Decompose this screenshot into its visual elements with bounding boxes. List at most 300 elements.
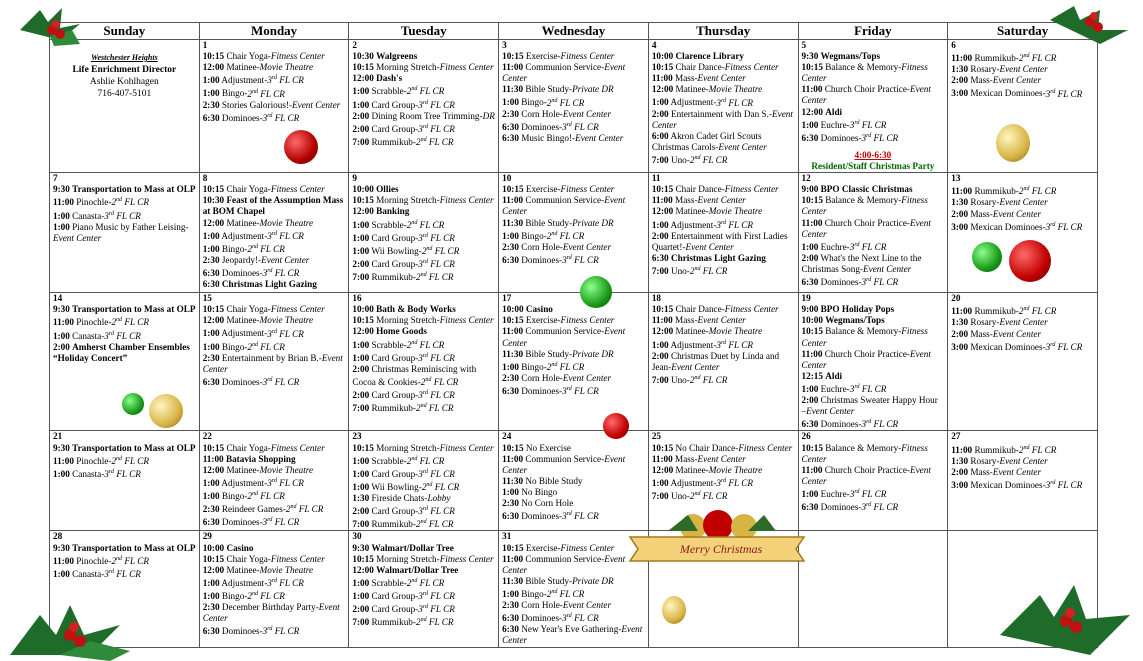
event-name: Card Group- <box>371 390 419 401</box>
event-item <box>352 554 495 565</box>
event-location: 3rd FL CR <box>1045 479 1083 490</box>
event-name: Mexican Dominoes- <box>970 221 1046 232</box>
event-name: Matinee- <box>675 84 709 95</box>
event-item <box>652 476 795 489</box>
holly-top-right-icon <box>1040 0 1140 50</box>
day-cell <box>648 173 798 293</box>
event-location: 2nd FL CR <box>421 481 460 492</box>
event-time: 2:30 <box>502 600 519 611</box>
event-time: 1:00 <box>352 86 370 97</box>
event-name: Bingo- <box>521 97 547 108</box>
day-cell <box>50 431 200 531</box>
event-time: 11:30 <box>502 84 524 95</box>
event-item <box>652 95 795 108</box>
event-time: 1:00 <box>352 577 370 588</box>
event-location: 3rd FL CR <box>262 626 300 637</box>
event-location: 3rd FL CR <box>262 517 300 528</box>
green-ornament-icon <box>122 393 144 415</box>
event-name: Adjustment- <box>670 339 717 350</box>
day-number: 21 <box>53 431 63 442</box>
event-item <box>203 326 346 339</box>
event-name: Dominoes- <box>521 511 563 522</box>
event-location: Event Center <box>992 466 1042 477</box>
event-name: Adjustment- <box>221 75 268 86</box>
event-location: 2nd FL CR <box>415 136 454 147</box>
day-number: 18 <box>651 293 661 304</box>
event-time: 2:30 <box>202 99 220 110</box>
event-location: Movie Theatre <box>708 206 763 217</box>
event-name: Dominoes- <box>820 502 862 513</box>
event-name: No Bible Study <box>525 475 583 486</box>
event-location: Event Center <box>697 195 746 206</box>
event-item <box>352 480 495 493</box>
event-name: Mass- <box>675 73 698 84</box>
event-name: Mexican Dominoes- <box>970 341 1046 352</box>
event-name: Chair Dance- <box>675 62 725 73</box>
day-number: 31 <box>502 531 512 542</box>
event-location: 3rd FL CR <box>267 75 304 86</box>
event-item <box>802 84 945 106</box>
event-name: Dominoes- <box>521 121 563 132</box>
event-name: Jeopardy!- <box>221 254 262 265</box>
event-item <box>352 517 495 530</box>
day-cell <box>50 40 200 173</box>
event-name: Home Goods <box>376 326 427 337</box>
event-name: Rummikub- <box>974 186 1019 197</box>
event-item <box>352 576 495 589</box>
event-name: Pinochle- <box>76 555 112 566</box>
event-location: 2nd FL CR <box>247 341 285 352</box>
event-item <box>502 509 645 522</box>
event-name: Matinee- <box>226 464 260 475</box>
event-location: 3rd FL CR <box>716 219 753 230</box>
event-name: Bingo- <box>221 341 248 352</box>
event-time: 2:00 <box>651 230 669 241</box>
green-ornament-icon <box>972 242 1002 272</box>
event-location: 2nd FL CR <box>546 588 585 599</box>
event-time: 12:00 <box>801 106 823 117</box>
event-item <box>203 443 346 454</box>
day-cell <box>199 293 349 431</box>
event-location: 3rd FL CR <box>104 468 141 479</box>
event-location: 3rd FL CR <box>849 488 887 499</box>
event-time: 1:00 <box>352 468 370 479</box>
event-time: 3:00 <box>951 479 969 490</box>
day-cell <box>648 40 798 173</box>
event-time: 11:00 <box>801 84 823 95</box>
event-name: Dominoes- <box>221 377 263 387</box>
event-time: 2:00 <box>951 328 969 339</box>
event-location: Movie Theatre <box>708 84 763 95</box>
event-name: Rummikub- <box>371 272 416 283</box>
event-time: 6:30 <box>801 132 819 143</box>
event-location: 2nd FL CR <box>247 88 285 99</box>
event-name: BPO Holiday Pops <box>820 304 895 315</box>
event-item <box>203 502 346 515</box>
event-name: Pinochle- <box>76 317 112 328</box>
event-item <box>352 543 495 554</box>
event-location: Event Center <box>292 99 341 110</box>
event-item <box>352 244 495 257</box>
event-time: 11:00 <box>651 195 673 206</box>
event-location: 2nd FL CR <box>406 219 445 230</box>
event-name: Scrabble- <box>371 86 407 97</box>
event-name: Uno- <box>670 374 690 385</box>
event-location: Fitness Center <box>801 195 928 217</box>
event-location: Fitness Center <box>724 184 779 195</box>
event-item <box>652 195 795 206</box>
event-time: 1:00 <box>53 330 70 341</box>
day-number: 26 <box>801 431 811 442</box>
event-item <box>203 375 346 388</box>
event-time: 2:00 <box>352 123 370 134</box>
event-location: Fitness Center <box>270 184 325 195</box>
event-item <box>652 338 795 351</box>
event-time: 11:00 <box>801 348 823 359</box>
event-name: Walgreens <box>376 51 418 62</box>
event-location: 3rd FL CR <box>562 254 599 265</box>
event-location: Event Center <box>502 195 626 217</box>
day-cell <box>798 173 948 293</box>
event-item <box>802 118 945 131</box>
event-item <box>652 131 795 153</box>
event-name: Ollies <box>376 184 399 195</box>
event-time: 11:00 <box>651 73 673 84</box>
day-number: 14 <box>53 293 63 304</box>
event-location: Movie Theatre <box>259 62 314 73</box>
event-time: 1:00 <box>53 468 70 479</box>
event-time: 10:15 <box>502 442 524 453</box>
event-location: Event Center <box>502 326 626 348</box>
event-item <box>203 602 346 624</box>
event-time: 1:00 <box>202 328 220 339</box>
event-name: Exercise- <box>525 542 561 553</box>
event-name: Adjustment- <box>670 219 717 230</box>
event-name: Pinochle- <box>76 197 112 208</box>
day-number: 4 <box>651 40 657 50</box>
event-name: Clarence Library <box>675 51 745 62</box>
event-item <box>352 401 495 414</box>
event-time: 2:30 <box>502 372 519 383</box>
event-item <box>802 371 945 382</box>
event-location: 2nd FL CR <box>546 361 585 372</box>
event-name: Adjustment- <box>670 477 717 488</box>
event-item <box>352 62 495 73</box>
event-time: 6:30 <box>502 386 519 397</box>
event-location: 2nd FL CR <box>415 403 454 414</box>
day-cell <box>199 173 349 293</box>
event-name: Pinochle- <box>76 455 112 466</box>
event-location: Event Center <box>801 348 931 370</box>
day-number: 7 <box>53 173 58 184</box>
event-location: 2nd FL CR <box>1018 444 1057 455</box>
event-name: Adjustment- <box>221 477 268 488</box>
event-location: Event Center <box>202 352 343 374</box>
event-name: Mexican Dominoes- <box>970 479 1046 490</box>
event-item <box>352 111 495 122</box>
event-time: 1:30 <box>951 197 969 208</box>
event-location: 3rd FL CR <box>267 477 304 488</box>
event-item <box>203 100 346 111</box>
event-time: 10:15 <box>651 62 674 73</box>
event-item <box>802 131 945 144</box>
event-item <box>502 587 645 600</box>
event-name: Rosary- <box>970 317 1000 328</box>
event-name: New Year's Eve Gathering- <box>521 624 622 635</box>
event-location: 3rd FL CR <box>262 268 300 279</box>
event-time: 11:00 <box>801 464 823 475</box>
event-location: Private DR <box>572 217 614 228</box>
event-item <box>352 388 495 401</box>
day-number: 28 <box>53 531 63 542</box>
event-name: Mass- <box>675 315 698 326</box>
event-name: Church Choir Practice- <box>824 84 910 95</box>
day-number: 27 <box>951 431 961 442</box>
event-time: 6:30 <box>202 626 220 637</box>
event-location: Event Center <box>718 141 767 152</box>
event-name: Rummikub- <box>371 519 416 530</box>
event-item <box>802 326 945 348</box>
event-time: 10:15 <box>202 304 225 315</box>
event-time: 12:00 <box>202 464 225 475</box>
day-number: 22 <box>202 431 212 442</box>
day-cell <box>349 293 499 431</box>
event-location: 3rd FL CR <box>716 477 753 488</box>
event-location: 3rd FL CR <box>267 230 304 241</box>
event-name: Aldi <box>825 106 843 117</box>
event-location: 3rd FL CR <box>562 385 599 397</box>
event-location: 3rd FL CR <box>418 506 455 517</box>
event-location: 3rd FL CR <box>716 97 753 108</box>
event-item <box>352 218 495 231</box>
event-location: 3rd FL CR <box>418 390 455 401</box>
event-name: Exercise- <box>525 184 561 195</box>
day-cell <box>199 40 349 173</box>
event-item <box>502 443 645 454</box>
event-time: 6:30 <box>651 252 669 263</box>
day-cell <box>499 531 649 647</box>
event-location: Event Center <box>801 217 931 239</box>
event-name: Mass- <box>970 328 993 339</box>
event-item <box>652 351 795 373</box>
event-time: 2:00 <box>651 108 669 119</box>
day-cell <box>349 173 499 293</box>
event-time: 1:00 <box>801 488 819 499</box>
event-time: 11:00 <box>951 306 973 317</box>
event-item <box>203 111 346 124</box>
event-time: 10:15 <box>352 62 374 73</box>
event-location: 3rd FL CR <box>861 277 899 288</box>
event-item <box>502 51 645 62</box>
event-name: Adjustment- <box>670 97 717 108</box>
day-cell <box>199 431 349 531</box>
event-item <box>502 120 645 133</box>
event-name: Aldi <box>825 370 843 381</box>
event-name: Chair Yoga- <box>226 51 271 62</box>
event-item <box>352 338 495 351</box>
weekday-wednesday: Wednesday <box>499 23 649 40</box>
event-time: 1:00 <box>202 591 220 602</box>
event-location: Event Center <box>671 361 720 372</box>
event-time: 1:00 <box>801 383 819 394</box>
event-name: Morning Stretch- <box>376 62 440 73</box>
event-name: Dining Room Tree Trimming- <box>371 110 483 121</box>
event-time: 11:30 <box>502 217 524 228</box>
event-item <box>951 317 1094 328</box>
event-name: Matinee- <box>226 315 260 326</box>
event-item <box>53 567 196 580</box>
event-location: 3rd FL CR <box>562 511 599 522</box>
event-location: Event Center <box>801 464 931 486</box>
event-location: Fitness Center <box>439 442 494 453</box>
day-cell <box>499 40 649 173</box>
party-name: Resident/Staff Christmas Party <box>811 161 935 172</box>
event-item <box>352 98 495 111</box>
event-item <box>652 231 795 253</box>
event-location: 3rd FL CR <box>267 577 304 588</box>
event-time: 11:00 <box>53 455 74 466</box>
christmas-party <box>802 150 945 172</box>
event-item <box>652 62 795 73</box>
event-location: 3rd FL CR <box>861 419 899 430</box>
event-name: Mass- <box>675 453 698 464</box>
event-time: 2:00 <box>951 208 969 219</box>
event-time: 6:30 <box>801 277 819 288</box>
event-location: Fitness Center <box>439 315 494 326</box>
event-time: 2:30 <box>202 504 220 515</box>
event-time: 2:00 <box>352 110 370 121</box>
event-location: Event Center <box>992 328 1042 339</box>
event-item <box>502 624 645 646</box>
day-number: 2 <box>352 40 357 50</box>
event-name: Mass- <box>970 75 993 86</box>
event-item <box>951 478 1094 491</box>
week-row <box>50 173 1098 293</box>
event-time: 1:00 <box>651 339 669 350</box>
event-time: 9:30 <box>352 542 370 553</box>
event-location: 3rd FL CR <box>418 123 455 134</box>
day-number: 15 <box>202 293 212 304</box>
event-item <box>53 222 196 244</box>
event-time: 1:00 <box>53 221 70 232</box>
event-location: Fitness Center <box>724 62 779 73</box>
event-time: 6:30 <box>202 112 220 123</box>
event-item <box>502 384 645 397</box>
event-name: Dominoes- <box>521 613 563 624</box>
event-location: Event Center <box>575 132 624 143</box>
event-time: 9:30 <box>53 442 70 453</box>
event-location: 2nd FL CR <box>406 577 445 588</box>
day-cell <box>948 431 1098 531</box>
event-location: Event Center <box>502 553 626 575</box>
event-item <box>352 565 495 576</box>
event-name: Uno- <box>670 155 690 166</box>
event-name: Dash's <box>376 73 403 84</box>
event-location: Event Center <box>992 208 1042 219</box>
event-name: Rummikub- <box>371 403 416 414</box>
event-time: 1:00 <box>352 352 370 363</box>
event-time: 6:30 <box>801 502 819 513</box>
event-time: 1:00 <box>202 88 220 99</box>
event-item <box>652 109 795 131</box>
event-name: Corn Hole- <box>521 241 563 252</box>
event-item <box>352 493 495 504</box>
event-item <box>352 304 495 315</box>
day-cell <box>798 40 948 173</box>
event-name: Balance & Memory- <box>825 326 902 337</box>
event-item <box>203 86 346 99</box>
day-number: 12 <box>801 173 811 184</box>
event-name: Dominoes- <box>820 132 862 143</box>
event-name: Communion Service- <box>525 195 605 206</box>
event-item <box>352 615 495 628</box>
event-item <box>951 209 1094 220</box>
event-item <box>203 515 346 528</box>
event-time: 10:15 <box>801 62 823 73</box>
event-location: 2nd FL CR <box>415 617 454 628</box>
event-name: Card Group- <box>371 232 419 243</box>
event-name: Bingo- <box>521 589 547 599</box>
event-location: 3rd FL CR <box>562 613 599 624</box>
event-item <box>652 73 795 84</box>
event-time: 1:00 <box>53 210 70 221</box>
event-name: Bingo- <box>221 88 248 99</box>
event-name: Canasta- <box>72 210 105 221</box>
event-name: Wii Bowling- <box>371 245 422 256</box>
director-name: Ashlie Kohlhagen <box>89 77 159 87</box>
event-name: Corn Hole- <box>521 108 563 119</box>
event-location: Fitness Center <box>270 553 325 564</box>
event-time: 1:30 <box>951 455 969 466</box>
event-item <box>652 184 795 195</box>
day-cell <box>798 293 948 431</box>
event-name: Canasta- <box>72 330 105 341</box>
event-item <box>352 122 495 135</box>
event-name: Corn Hole- <box>521 600 563 611</box>
event-item <box>502 184 645 195</box>
event-item <box>352 73 495 84</box>
event-item <box>502 84 645 95</box>
event-location: Fitness Center <box>801 442 928 464</box>
day-number: 20 <box>951 293 961 304</box>
event-time: 1:00 <box>202 477 220 488</box>
event-time: 3:00 <box>951 221 969 232</box>
event-time: 11:00 <box>951 186 973 197</box>
day-number: 16 <box>352 293 362 304</box>
event-time: 11:00 <box>53 555 74 566</box>
event-name: Entertainment with Dan S.- <box>670 108 772 119</box>
event-time: 11:00 <box>502 62 524 73</box>
event-name: Rummikub- <box>974 306 1019 317</box>
event-item <box>951 456 1094 467</box>
event-item <box>53 209 196 222</box>
event-name: Wii Bowling- <box>371 481 422 492</box>
event-item <box>53 184 196 195</box>
event-name: Mass- <box>970 208 993 219</box>
event-time: 2:00 <box>651 350 669 361</box>
event-time: 12:00 <box>352 564 374 575</box>
event-location: 3rd FL CR <box>562 121 599 132</box>
event-location: Event Center <box>863 263 912 274</box>
event-name: Card Group- <box>371 506 419 517</box>
event-location: 2nd FL CR <box>421 245 460 256</box>
event-time: 6:30 <box>502 624 519 635</box>
day-cell <box>648 293 798 431</box>
event-name: Communion Service- <box>525 62 605 73</box>
day-cell <box>499 431 649 531</box>
event-time: 1:00 <box>651 97 669 108</box>
event-item <box>502 360 645 373</box>
